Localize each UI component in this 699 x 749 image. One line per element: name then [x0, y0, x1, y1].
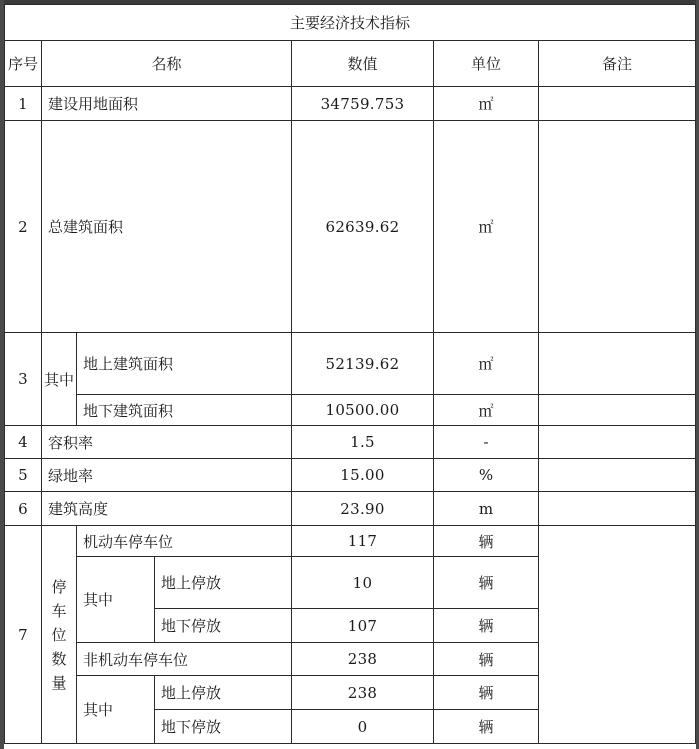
- row-unit: 辆: [434, 676, 539, 710]
- group-label: 其中: [42, 333, 77, 426]
- parking-label-char: 停: [51, 577, 67, 596]
- row-no: 5: [5, 459, 42, 492]
- row-name: 绿地率: [42, 459, 292, 492]
- header-unit: 单位: [434, 41, 539, 87]
- row-no: 4: [5, 426, 42, 459]
- parking-label-char: 车: [51, 601, 67, 620]
- row-value: 10500.00: [292, 395, 434, 426]
- row-value: 15.00: [292, 459, 434, 492]
- row-note: [539, 459, 696, 492]
- row-note: [539, 121, 696, 333]
- row-note: [539, 426, 696, 459]
- row-unit: %: [434, 459, 539, 492]
- row-unit: 辆: [434, 557, 539, 609]
- row-note: [539, 526, 696, 744]
- row-unit: ㎡: [434, 87, 539, 121]
- row-name: 容积率: [42, 426, 292, 459]
- row-name: 地下停放: [155, 710, 292, 744]
- row-name: 非机动车停车位: [77, 643, 292, 676]
- row-name: 总建筑面积: [42, 121, 292, 333]
- table-row: [5, 459, 696, 492]
- row-value: 52139.62: [292, 333, 434, 395]
- row-name: 地上停放: [155, 676, 292, 710]
- row-value: 117: [292, 526, 434, 557]
- parking-label-char: 数: [51, 649, 67, 668]
- header-name: 名称: [42, 41, 292, 87]
- row-value: 62639.62: [292, 121, 434, 333]
- row-note: [539, 333, 696, 395]
- table-title: 主要经济技术指标: [5, 5, 696, 41]
- row-unit: 辆: [434, 710, 539, 744]
- row-unit: m: [434, 492, 539, 526]
- row-value: 1.5: [292, 426, 434, 459]
- row-value: 238: [292, 643, 434, 676]
- row-value: 238: [292, 676, 434, 710]
- header-note: 备注: [539, 41, 696, 87]
- row-no: 7: [5, 526, 42, 744]
- row-unit: -: [434, 426, 539, 459]
- row-note: [539, 395, 696, 426]
- row-unit: 辆: [434, 609, 539, 643]
- table-row: [5, 121, 696, 333]
- row-unit: ㎡: [434, 395, 539, 426]
- row-value: 0: [292, 710, 434, 744]
- parking-label-char: 量: [51, 673, 67, 692]
- table-row: [5, 492, 696, 526]
- row-value: 34759.753: [292, 87, 434, 121]
- row-no: 3: [5, 333, 42, 426]
- row-name: 地上建筑面积: [77, 333, 292, 395]
- table-row: [5, 333, 696, 395]
- title-row: [5, 5, 696, 41]
- table-row: [5, 526, 696, 557]
- row-unit: ㎡: [434, 333, 539, 395]
- row-name: 地上停放: [155, 557, 292, 609]
- row-unit: 辆: [434, 643, 539, 676]
- table-row: [5, 87, 696, 121]
- row-unit: 辆: [434, 526, 539, 557]
- row-note: [539, 492, 696, 526]
- row-name: 建设用地面积: [42, 87, 292, 121]
- row-no: 1: [5, 87, 42, 121]
- row-value: 107: [292, 609, 434, 643]
- row-value: 10: [292, 557, 434, 609]
- row-no: 2: [5, 121, 42, 333]
- header-value: 数值: [292, 41, 434, 87]
- indicator-table: [4, 4, 696, 744]
- row-unit: ㎡: [434, 121, 539, 333]
- table-row: [5, 426, 696, 459]
- sub-group-label: 其中: [77, 676, 155, 744]
- header-no: 序号: [5, 41, 42, 87]
- table-row: [5, 395, 696, 426]
- parking-label-char: 位: [51, 625, 67, 644]
- row-name: 建筑高度: [42, 492, 292, 526]
- sub-group-label: 其中: [77, 557, 155, 643]
- row-name: 地下停放: [155, 609, 292, 643]
- row-note: [539, 87, 696, 121]
- row-no: 6: [5, 492, 42, 526]
- row-name: 地下建筑面积: [77, 395, 292, 426]
- row-value: 23.90: [292, 492, 434, 526]
- row-name: 机动车停车位: [77, 526, 292, 557]
- parking-group-label: [42, 526, 77, 744]
- header-row: [5, 41, 696, 87]
